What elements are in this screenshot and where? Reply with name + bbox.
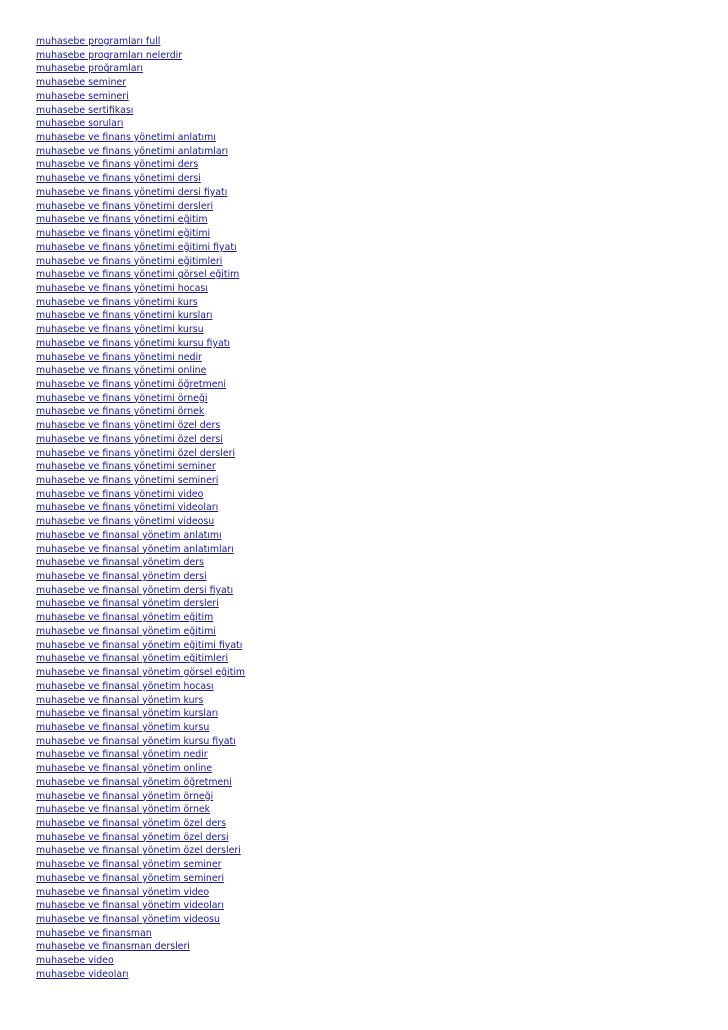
list-item xyxy=(36,910,245,924)
list-item xyxy=(36,951,245,965)
list-item xyxy=(36,361,245,375)
keyword-link[interactable]: muhasebe ve finansal yönetim eğitim xyxy=(36,612,214,624)
list-item xyxy=(36,704,245,718)
list-item xyxy=(36,732,245,746)
keyword-link[interactable]: muhasebe ve finans yönetimi semineri xyxy=(36,475,219,486)
keyword-link[interactable]: muhasebe ve finansal yönetim hocası xyxy=(36,680,214,692)
list-item xyxy=(36,293,245,307)
list-item xyxy=(36,485,245,499)
keyword-link[interactable]: muhasebe videoları xyxy=(36,968,129,980)
keyword-link[interactable]: muhasebe ve finans yönetimi kurs xyxy=(36,296,198,308)
list-item xyxy=(36,169,245,183)
list-item xyxy=(36,430,245,444)
list-item xyxy=(36,594,245,608)
keyword-link[interactable]: muhasebe ve finans yönetimi video xyxy=(36,488,204,500)
keyword-link[interactable]: muhasebe ve finansal yönetim video xyxy=(36,886,210,898)
keyword-link[interactable]: muhasebe ve finans yönetimi kursları xyxy=(36,310,213,322)
list-item xyxy=(36,567,245,581)
keyword-link[interactable]: muhasebe ve finansal yönetim kursu fiyatı xyxy=(36,735,236,747)
keyword-link[interactable]: muhasebe ve finansal yönetim dersleri xyxy=(36,598,219,610)
list-item xyxy=(36,128,245,142)
keyword-link[interactable]: muhasebe semineri xyxy=(36,90,129,102)
keyword-link[interactable]: muhasebe ve finans yönetimi eğitimleri xyxy=(36,255,223,267)
list-item xyxy=(36,718,245,732)
keyword-link[interactable]: muhasebe ve finansal yönetim kursu xyxy=(36,721,210,733)
list-item xyxy=(36,636,245,650)
keyword-link[interactable]: muhasebe ve finans yönetimi öğretmeni xyxy=(36,378,227,390)
list-item xyxy=(36,389,245,403)
keyword-link[interactable]: muhasebe ve finans yönetimi dersi fiyatı xyxy=(36,186,228,198)
keyword-link[interactable]: muhasebe ve finansal yönetim dersi xyxy=(36,571,207,583)
list-item xyxy=(36,663,245,677)
list-item xyxy=(36,677,245,691)
keyword-link[interactable]: muhasebe ve finans yönetimi kursu fiyatı xyxy=(36,337,231,349)
keyword-link[interactable]: muhasebe ve finansman xyxy=(36,927,152,939)
keyword-link[interactable]: muhasebe ve finansal yönetim kurs xyxy=(36,694,204,706)
keyword-link[interactable]: muhasebe ve finansal yönetim görsel eğitim xyxy=(36,667,246,679)
keyword-link[interactable]: muhasebe ve finansal yönetim örnek xyxy=(36,804,211,816)
list-item xyxy=(36,691,245,705)
keyword-link[interactable]: muhasebe ve finans yönetimi eğitimi xyxy=(36,228,211,240)
keyword-link[interactable]: muhasebe ve finans yönetimi görsel eğitim xyxy=(36,269,240,281)
list-item xyxy=(36,306,245,320)
keyword-link[interactable]: muhasebe ve finans yönetimi özel dersi xyxy=(36,433,223,445)
keyword-link[interactable]: muhasebe ve finansal yönetim semineri xyxy=(36,872,225,884)
list-item xyxy=(36,924,245,938)
keyword-link[interactable]: muhasebe soruları xyxy=(36,118,124,130)
list-item xyxy=(36,581,245,595)
list-item xyxy=(36,59,245,73)
keyword-link[interactable]: muhasebe ve finans yönetimi kursu xyxy=(36,324,204,336)
keyword-link[interactable]: muhasebe ve finans yönetimi nedir xyxy=(36,351,202,363)
list-item xyxy=(36,883,245,897)
keyword-link[interactable]: muhasebe ve finansal yönetim dersi fiyatı xyxy=(36,584,234,596)
list-item xyxy=(36,787,245,801)
list-item xyxy=(36,46,245,60)
keyword-link[interactable]: muhasebe sertifikası xyxy=(36,104,134,116)
keyword-link[interactable]: muhasebe ve finansal yönetim eğitimleri xyxy=(36,653,229,665)
keyword-link[interactable]: muhasebe ve finans yönetimi örneği xyxy=(36,392,208,404)
list-item xyxy=(36,142,245,156)
list-item xyxy=(36,512,245,526)
keyword-link[interactable]: muhasebe ve finansman dersleri xyxy=(36,941,190,953)
keyword-link[interactable]: muhasebe ve finans yönetimi dersleri xyxy=(36,200,214,212)
keyword-link[interactable]: muhasebe ve finans yönetimi dersi xyxy=(36,173,201,185)
list-item xyxy=(36,416,245,430)
list-item xyxy=(36,800,245,814)
list-item xyxy=(36,608,245,622)
keyword-link[interactable]: muhasebe ve finansal yönetim ders xyxy=(36,557,204,569)
list-item xyxy=(36,252,245,266)
list-item xyxy=(36,375,245,389)
list-item xyxy=(36,265,245,279)
list-item xyxy=(36,348,245,362)
keyword-link[interactable]: muhasebe video xyxy=(36,955,114,967)
list-item xyxy=(36,937,245,951)
list-item xyxy=(36,896,245,910)
keyword-link[interactable]: muhasebe ve finans yönetimi örnek xyxy=(36,406,205,418)
keyword-link[interactable]: muhasebe ve finansal yönetim özel ders xyxy=(36,817,227,829)
keyword-link[interactable]: muhasebe ve finans yönetimi hocası xyxy=(36,282,208,294)
keyword-link[interactable]: muhasebe ve finans yönetimi online xyxy=(36,365,207,377)
list-item xyxy=(36,553,245,567)
list-item xyxy=(36,526,245,540)
list-item xyxy=(36,498,245,512)
keyword-link[interactable]: muhasebe ve finans yönetimi eğitimi fiyatı xyxy=(36,241,237,253)
keyword-link[interactable]: muhasebe ve finansal yönetim anlatımı xyxy=(36,529,222,541)
list-item xyxy=(36,828,245,842)
keyword-link[interactable]: muhasebe ve finansal yönetim videoları xyxy=(36,900,224,912)
list-item xyxy=(36,210,245,224)
keyword-link[interactable]: muhasebe proğramları xyxy=(36,63,143,75)
keyword-link[interactable]: muhasebe ve finansal yönetim eğitimi fiyatı xyxy=(36,639,243,651)
list-item xyxy=(36,320,245,334)
keyword-link[interactable]: muhasebe ve finansal yönetim özel dersi xyxy=(36,831,229,843)
list-item xyxy=(36,965,245,979)
list-item xyxy=(36,814,245,828)
list-item xyxy=(36,471,245,485)
list-item xyxy=(36,540,245,554)
keyword-link[interactable]: muhasebe ve finansal yönetim kursları xyxy=(36,708,219,720)
keyword-link[interactable]: muhasebe ve finans yönetimi anlatımları xyxy=(36,145,229,157)
list-item xyxy=(36,649,245,663)
list-item xyxy=(36,238,245,252)
keyword-link[interactable]: muhasebe ve finans yönetimi özel ders xyxy=(36,420,221,432)
list-item xyxy=(36,73,245,87)
list-item xyxy=(36,402,245,416)
keyword-link[interactable]: muhasebe ve finansal yönetim öğretmeni xyxy=(36,776,232,788)
list-item xyxy=(36,457,245,471)
list-item xyxy=(36,841,245,855)
list-item xyxy=(36,869,245,883)
keyword-link[interactable]: muhasebe ve finansal yönetim anlatımları xyxy=(36,543,234,555)
list-item xyxy=(36,855,245,869)
keyword-link[interactable]: muhasebe ve finans yönetimi seminer xyxy=(36,461,216,473)
keyword-link[interactable]: muhasebe ve finansal yönetim eğitimi xyxy=(36,625,216,637)
list-item xyxy=(36,334,245,348)
keyword-link[interactable]: muhasebe ve finans yönetimi eğitim xyxy=(36,214,208,226)
keyword-link[interactable]: muhasebe ve finans yönetimi videosu xyxy=(36,516,215,528)
list-item xyxy=(36,114,245,128)
list-item xyxy=(36,197,245,211)
keyword-link[interactable]: muhasebe seminer xyxy=(36,77,127,89)
list-item xyxy=(36,773,245,787)
list-item xyxy=(36,32,245,46)
keyword-link[interactable]: muhasebe ve finansal yönetim özel dersleri xyxy=(36,845,241,857)
keyword-link[interactable]: muhasebe ve finans yönetimi ders xyxy=(36,159,199,171)
keyword-link[interactable]: muhasebe ve finans yönetimi anlatımı xyxy=(36,132,216,144)
list-item xyxy=(36,183,245,197)
keyword-link[interactable]: muhasebe programları nelerdir xyxy=(36,49,183,61)
keyword-link[interactable]: muhasebe ve finans yönetimi videoları xyxy=(36,502,219,514)
keyword-link[interactable]: muhasebe ve finansal yönetim seminer xyxy=(36,859,222,871)
keyword-link[interactable]: muhasebe ve finans yönetimi özel dersleri xyxy=(36,447,236,459)
list-item xyxy=(36,87,245,101)
list-item xyxy=(36,224,245,238)
keyword-link[interactable]: muhasebe ve finansal yönetim nedir xyxy=(36,749,208,761)
keyword-link[interactable]: muhasebe ve finansal yönetim videosu xyxy=(36,914,220,925)
list-item xyxy=(36,155,245,169)
keyword-link[interactable]: muhasebe ve finansal yönetim örneği xyxy=(36,790,214,802)
list-item xyxy=(36,759,245,773)
list-item xyxy=(36,101,245,115)
list-item xyxy=(36,745,245,759)
keyword-link[interactable]: muhasebe ve finansal yönetim online xyxy=(36,763,213,775)
list-item xyxy=(36,444,245,458)
keyword-link-list xyxy=(36,32,245,979)
list-item xyxy=(36,622,245,636)
list-item xyxy=(36,279,245,293)
keyword-link[interactable]: muhasebe programları full xyxy=(36,36,161,47)
